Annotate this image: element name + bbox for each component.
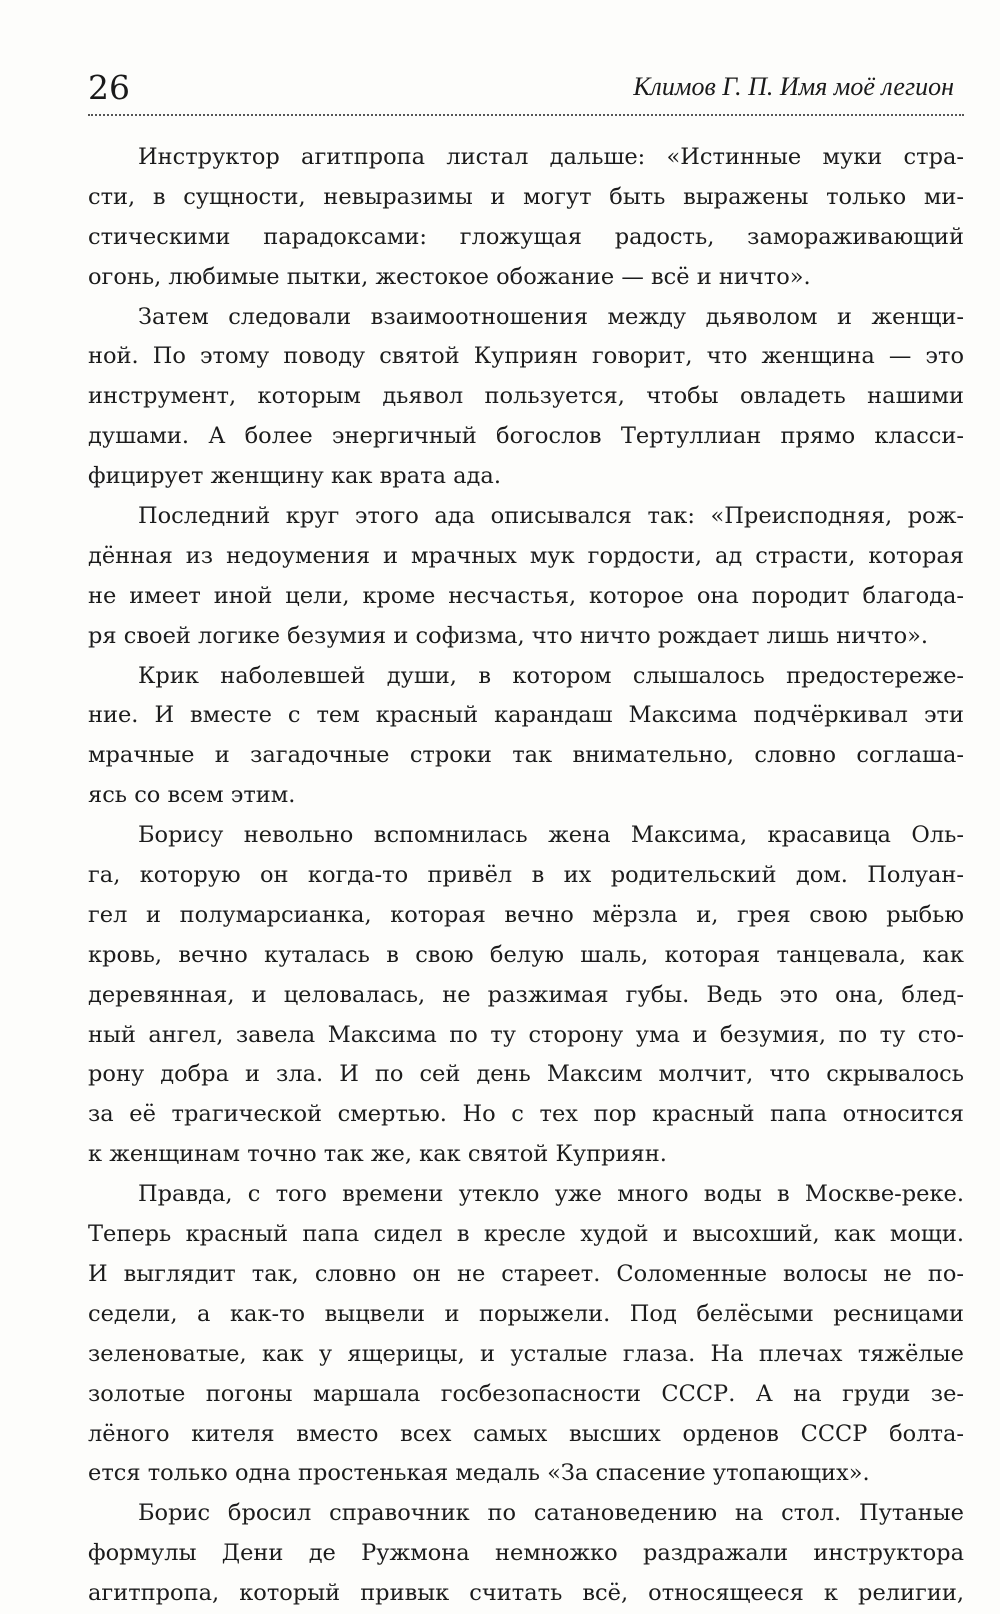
text-line: ясь со всем этим.	[88, 782, 296, 809]
text-line: зеленоватые, как у ящерицы, и усталые глаза. На плечах тяжёлые	[88, 1340, 964, 1367]
text-line: за её трагической смертью. Но с тех пор красный папа относится	[88, 1101, 964, 1128]
text-line: сти, в сущности, невыразимы и могут быть выражены только ми-	[88, 183, 964, 210]
text-line: Борису невольно вспомнилась жена Максима, красавица Оль-	[138, 822, 964, 849]
body-text	[88, 138, 964, 1614]
text-line: Инструктор агитпропа листал дальше: «Истинные муки стра-	[138, 144, 964, 170]
text-line: душами. А более энергичный богослов Тертуллиан прямо класси-	[88, 423, 964, 450]
text-line: стическими парадоксами: гложущая радость, замораживающий	[88, 223, 964, 250]
text-line: лёного кителя вместо всех самых высших орденов СССР болта-	[88, 1420, 964, 1447]
text-line: ря своей логике безумия и софизма, что ничто рождает лишь ничто».	[88, 622, 929, 649]
text-line: агитпропа, который привык считать всё, относящееся к религии,	[88, 1580, 964, 1607]
text-line: золотые погоны маршала госбезопасности СССР. А на груди зе-	[88, 1380, 964, 1407]
text-line: не имеет иной цели, кроме несчастья, которое она породит благода-	[88, 582, 964, 609]
header-dotted-rule	[88, 114, 964, 116]
text-line: И выглядит так, словно он не стареет. Соломенные волосы не по-	[88, 1260, 964, 1287]
text-line: дённая из недоумения и мрачных мук гордости, ад страсти, которая	[88, 542, 964, 569]
text-line: деревянная, и целовалась, не разжимая губы. Ведь это она, блед-	[88, 981, 964, 1008]
text-line: седели, а как-то выцвели и порыжели. Под белёсыми ресницами	[88, 1300, 964, 1327]
text-line: формулы Дени де Ружмона немножко раздражали инструктора	[88, 1540, 964, 1567]
text-line: Правда, с того времени утекло уже много воды в Москве-реке.	[138, 1181, 964, 1208]
text-line: мрачные и загадочные строки так внимательно, словно соглаша-	[88, 742, 964, 769]
text-line: рону добра и зла. И по сей день Максим молчит, что скрывалось	[88, 1061, 964, 1088]
text-line: гел и полумарсианка, которая вечно мёрзла и, грея свою рыбью	[88, 901, 964, 928]
text-line: кровь, вечно куталась в свою белую шаль, которая танцевала, как	[88, 941, 964, 968]
text-line: ние. И вместе с тем красный карандаш Максима подчёркивал эти	[88, 702, 964, 729]
text-line: Последний круг этого ада описывался так: «Преисподняя, рож-	[138, 503, 964, 530]
page-number: 26	[88, 68, 130, 107]
text-line: ется только одна простенькая медаль «За спасение утопающих».	[88, 1460, 870, 1487]
text-line: фицирует женщину как врата ада.	[88, 463, 501, 490]
text-line: ный ангел, завела Максима по ту сторону ума и безумия, по ту сто-	[88, 1021, 964, 1048]
text-line: инструмент, которым дьявол пользуется, чтобы овладеть нашими	[88, 383, 964, 410]
text-line: Крик наболевшей души, в котором слышалось предостереже-	[138, 662, 964, 689]
text-line: Борис бросил справочник по сатановедению на стол. Путаные	[138, 1500, 964, 1527]
text-line: Теперь красный папа сидел в кресле худой и высохший, как мощи.	[88, 1221, 964, 1248]
text-line: га, которую он когда-то привёл в их родительский дом. Полуан-	[88, 862, 964, 889]
text-line: Затем следовали взаимоотношения между дьяволом и женщи-	[138, 303, 964, 330]
running-head: Климов Г. П. Имя моё легион	[633, 72, 954, 101]
text-line: огонь, любимые пытки, жестокое обожание — всё и ничто».	[88, 263, 811, 290]
text-line: ной. По этому поводу святой Куприян говорит, что женщина — это	[88, 343, 964, 370]
page-header	[88, 60, 964, 118]
text-line: к женщинам точно так же, как святой Куприян.	[88, 1141, 667, 1168]
